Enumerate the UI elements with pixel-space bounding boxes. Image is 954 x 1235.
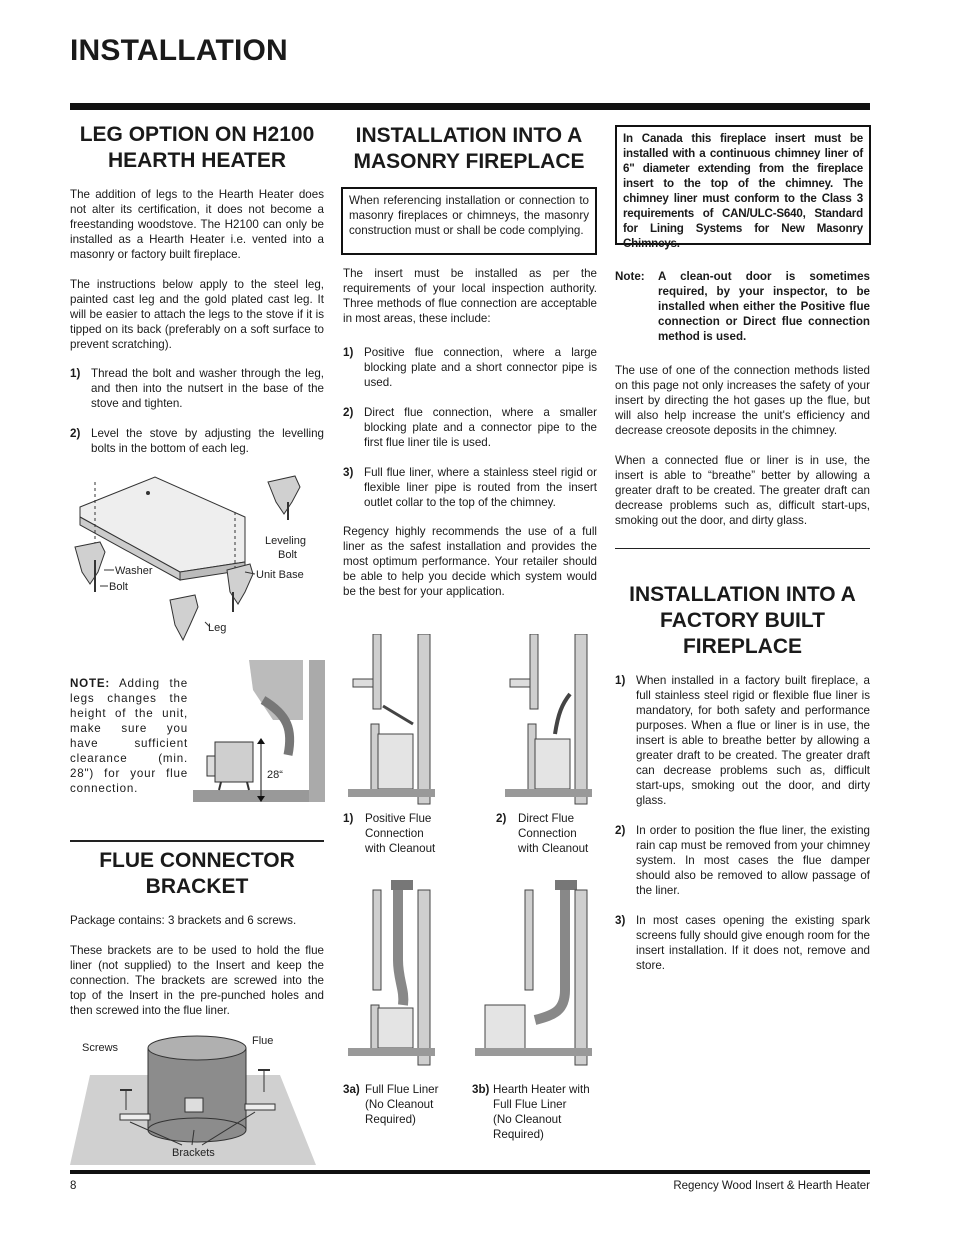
cleanout-note [615, 269, 870, 359]
caption-text: Full Flue Liner (No Cleanout Required) [365, 1083, 439, 1126]
step-number: 2) [70, 427, 81, 440]
benefits-paragraph-2: When a connected flue or liner is in use, the insert is able to “breathe” better by allowing a greater draft to be created. The greater draft can decrease problems such as, difficult start-ups, smoking out the door, and dirty glass. [615, 454, 870, 527]
leg-clearance-note [70, 676, 188, 796]
caption-number: 1) [343, 812, 354, 825]
caption-direct-flue [496, 811, 606, 856]
caption-text: Direct Flue Connection with Cleanout [518, 812, 589, 855]
note-row [615, 269, 870, 344]
masonry-intro: The insert must be installed as per the requirements of your local inspection authority. Three methods of flue connection are acceptable in most areas, these include: [343, 267, 597, 325]
list-item [615, 673, 870, 808]
method-number: 1) [343, 346, 354, 359]
regency-recommendation: Regency highly recommends the use of a full liner as the safest installation and provides the most optimum performance. Your retailer should be able to help you decide which system would be the best for your application. [343, 525, 597, 598]
step-text: Thread the bolt and washer through the leg, and then into the nutsert in the base of the stove and tighten. [91, 367, 324, 410]
clearance-label: 28“ [267, 769, 283, 781]
list-item [343, 345, 597, 390]
caption-text: Positive Flue Connection with Cleanout [365, 812, 436, 855]
list-item [70, 426, 324, 456]
leg-steps-list [70, 366, 324, 471]
caption-hearth-liner [472, 1082, 602, 1142]
factory-steps-list [615, 673, 870, 988]
full-liner-diagram [343, 880, 438, 1070]
step-number: 1) [615, 674, 626, 687]
screws-label: Screws [82, 1042, 119, 1054]
bracket-paragraph-1: Package contains: 3 brackets and 6 screws. [70, 914, 297, 927]
leg-label: Leg [208, 622, 227, 634]
list-item [343, 405, 597, 450]
washer-label: Washer [115, 565, 153, 577]
leg-option-heading: LEG OPTION ON H2100 HEARTH HEATER [79, 123, 315, 172]
bracket-figure [70, 1030, 324, 1165]
leg-option-intro [70, 187, 324, 367]
flue-methods-list [343, 345, 597, 525]
method-text: Positive flue connection, where a large blocking plate and a short connector pipe is used. [364, 346, 597, 389]
brackets-label: Brackets [172, 1147, 215, 1159]
benefits-paragraph-1: The use of one of the connection methods listed on this page not only increases the safety of your insert by directing the hot gases up the flue, but will also help increase the unit's efficiency and decrease creosote deposits in the chimney. [615, 364, 870, 437]
method-text: Full flue liner, where a stainless steel rigid or flexible liner pipe is routed from the insert outlet collar to the top of the chimney. [364, 466, 597, 509]
bracket-paragraph-2: These brackets are to be used to hold the flue liner (not supplied) to the Insert and keep the connection. The brackets are screwed into the top of the Insert in the pre-punched holes and then screwed into the flue liner. [70, 944, 324, 1017]
flue-bracket-heading: FLUE CONNECTOR BRACKET [99, 849, 295, 898]
hearth-liner-diagram [475, 880, 595, 1070]
leg-paragraph-1: The addition of legs to the Hearth Heater does not alter its certification, it does not become a freestanding woodstove. The H2100 can only be installed as a Hearth Heater i.e. vented into a masonry or factory built fireplace. [70, 188, 324, 261]
step-text: When installed in a factory built fireplace, a full stainless steel rigid or flexible flue liner is mandatory, for both safety and performance purposes. When a flue or liner is in use, the insert is able to breathe better by allowing a greater draft to be created. The greater draft can decrease problems such as, difficult start-ups, smoking out the door, and dirty glass. [636, 674, 870, 807]
note-text: Adding the legs changes the height of the unit, make sure you have sufficient clearance (min. 28") for your flue connection. [70, 677, 188, 795]
leg-assembly-figure [70, 462, 330, 652]
positive-flue-diagram [343, 634, 438, 809]
step-number: 2) [615, 824, 626, 837]
section-divider [70, 840, 324, 842]
caption-positive-flue [343, 811, 463, 856]
caption-text: Hearth Heater with Full Flue Liner (No Cleanout Required) [493, 1083, 590, 1141]
masonry-heading: INSTALLATION INTO A MASONRY FIREPLACE [353, 124, 585, 173]
page-title: INSTALLATION [70, 34, 288, 67]
caption-number: 3a) [343, 1083, 360, 1096]
method-number: 2) [343, 406, 354, 419]
note-label: NOTE: [70, 677, 111, 690]
direct-flue-diagram [500, 634, 595, 809]
caption-number: 2) [496, 812, 507, 825]
list-item [615, 823, 870, 898]
list-item [343, 465, 597, 510]
leveling-label: Leveling [265, 535, 306, 547]
factory-built-heading: INSTALLATION INTO A FACTORY BUILT FIREPLACE [629, 583, 856, 658]
bolt-label: Bolt [109, 581, 128, 593]
masonry-code-note: When referencing installation or connection to masonry fireplaces or chimneys, the masonry construction must or shall be code complying. [341, 187, 597, 255]
note-label: Note: [615, 270, 645, 283]
method-number: 3) [343, 466, 354, 479]
unit-base-label: Unit Base [256, 569, 304, 581]
step-number: 3) [615, 914, 626, 927]
connection-benefits [615, 363, 870, 543]
section-divider [615, 548, 870, 549]
canada-requirement-box: In Canada this fireplace insert must be installed with a continuous chimney liner of 6" diameter extending from the fireplace insert to the top of the chimney. The chimney liner must conform to the Class 3 requirements of CAN/ULC-S640, Standard for Lining Systems for New Masonry Chimneys. [615, 125, 871, 245]
step-text: In order to position the flue liner, the existing rain cap must be removed from your chimney system. In most cases the flue damper should also be removed to allow passage of the liner. [636, 824, 870, 897]
list-item [615, 913, 870, 973]
page-number: 8 [70, 1180, 77, 1192]
flue-label: Flue [252, 1035, 274, 1047]
caption-number: 3b) [472, 1083, 490, 1096]
header-rule [70, 103, 870, 110]
method-text: Direct flue connection, where a smaller blocking plate and a connector pipe to the first flue liner tile is used. [364, 406, 597, 449]
note-text: A clean-out door is sometimes required, by your inspector, to be installed when either the Positive flue connection or Direct flue connection method is used. [658, 270, 870, 343]
list-item [70, 366, 324, 411]
document-title: Regency Wood Insert & Hearth Heater [673, 1180, 870, 1192]
leg-paragraph-2: The instructions below apply to the steel leg, painted cast leg and the gold plated cast leg. It will be easier to attach the legs to the stove if it is tipped on its back (preferably on a soft surface to prevent scratching). [70, 278, 324, 351]
step-text: In most cases opening the existing spark screens fully should give enough room for the insert installation. If it does not, remove and store. [636, 914, 870, 972]
clearance-figure [193, 660, 325, 820]
bolt-top-label: Bolt [278, 549, 297, 561]
step-number: 1) [70, 367, 81, 380]
footer-rule [70, 1170, 870, 1174]
flue-bracket-text [70, 913, 324, 1033]
caption-full-liner [343, 1082, 463, 1127]
step-text: Level the stove by adjusting the levelling bolts in the bottom of each leg. [91, 427, 324, 455]
